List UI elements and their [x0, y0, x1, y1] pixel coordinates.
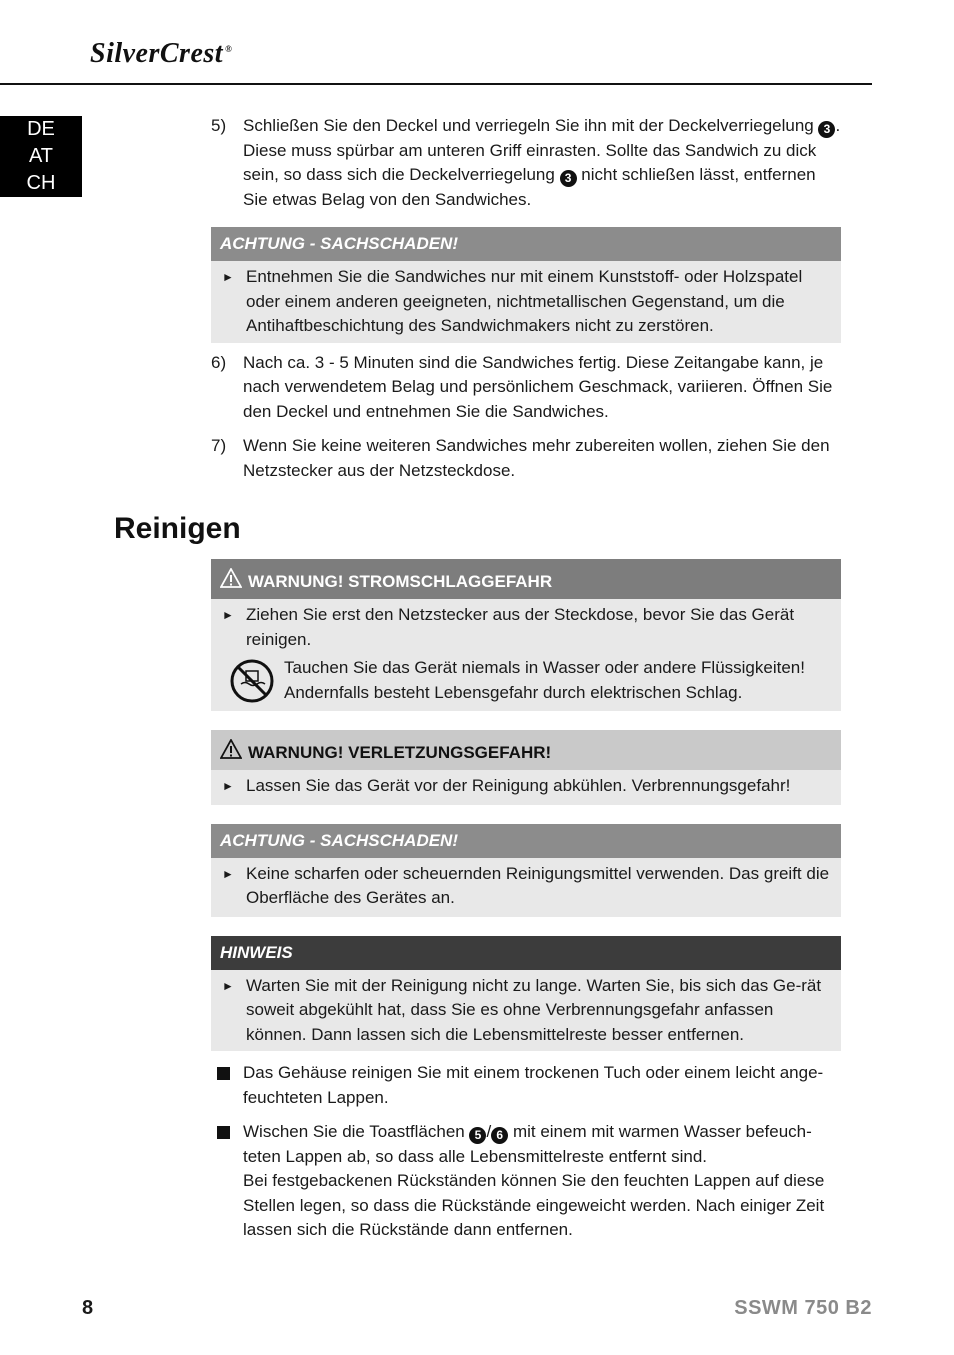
warning-injury	[211, 730, 841, 805]
square-bullet-icon	[217, 1067, 230, 1080]
arrow-bullet-icon: ►	[222, 270, 234, 284]
notice-title: ACHTUNG - SACHSCHADEN!	[211, 227, 841, 261]
step-number: 7)	[211, 436, 227, 455]
arrow-bullet-icon: ►	[222, 608, 234, 622]
warning-title: WARNUNG! VERLETZUNGSGEFAHR!	[211, 730, 841, 770]
step-7: 7) Wenn Sie keine weiteren Sandwiches mehr zubereiten wollen, ziehen Sie den Netzstecker aus der Netzsteckdose.	[211, 436, 830, 480]
hint-title: HINWEIS	[211, 936, 841, 970]
warning-electric-shock	[211, 559, 841, 711]
section-title: Reinigen	[114, 512, 241, 545]
trademark-symbol: ®	[225, 43, 233, 54]
bullet-toast-plates: Wischen Sie die Toastflächen 5 / 6 mit einem mit warmen Wasser befeuch-teten Lappen ab, so dass alle Lebensmittelreste entfernt sind. Bei festgebackenen Rückständen können Sie den feuchten Lappen auf diese Stellen legen, so dass die Rückstände eingeweicht werden. Nach einiger Zeit lassen sich die Rückstände dann entfernen.	[211, 1120, 841, 1243]
language-de: DE	[27, 118, 55, 140]
hint-item: ► Warten Sie mit der Reinigung nicht zu lange. Warten Sie, bis sich das Ge-rät soweit abgekühlt hat, dass Sie es ohne Verbrennungsgefahr anfassen können. Dann lassen sich die Lebensmittelreste besser entfernen.	[222, 975, 822, 1044]
step-5: 5) Schließen Sie den Deckel und verriegeln Sie ihn mit der Deckelverriegelung 3 . Diese muss spürbar am unteren Griff einrasten. Sollte das Sandwich zu dick sein, so dass sich die Deckelverriegelung 3 nicht schließen lässt, entfernen Sie etwas Belag von den Sandwiches.	[211, 116, 841, 209]
notice-item: ► Entnehmen Sie die Sandwiches nur mit einem Kunststoff- oder Holzspatel oder einem anderen geeigneten, nichtmetallischen Gegenstand, um die Antihaftbeschichtung des Sandwichmakers nicht zu zerstören.	[222, 267, 803, 335]
bullet-housing: Das Gehäuse reinigen Sie mit einem trockenen Tuch oder einem leicht ange-feuchteten Lappen.	[211, 1061, 841, 1110]
notice-item: ► Keine scharfen oder scheuernden Reinigungsmittel verwenden. Das greift die Oberfläche des Gerätes an.	[222, 863, 830, 907]
ref-number-icon: 6	[491, 1127, 508, 1144]
warning-item: ► Lassen Sie das Gerät vor der Reinigung abkühlen. Verbrennungsgefahr!	[211, 774, 841, 799]
model-number: SSWM 750 B2	[734, 1297, 872, 1319]
arrow-bullet-icon: ►	[222, 866, 234, 881]
notice-property-damage-2	[211, 824, 841, 917]
warning-triangle-icon	[220, 739, 242, 759]
ref-number-icon: 3	[560, 170, 577, 187]
language-at: AT	[28, 145, 54, 167]
warning-triangle-icon	[220, 568, 242, 588]
page-content	[211, 114, 841, 483]
language-ch: CH	[26, 172, 56, 194]
square-bullet-icon	[217, 1126, 230, 1139]
no-water-notice: Tauchen Sie das Gerät niemals in Wasser oder andere Flüssigkeiten! Andernfalls besteht Lebensgefahr durch elektrischen Schlag.	[211, 652, 841, 709]
header-rule	[0, 83, 872, 85]
ref-number-icon: 5	[469, 1127, 486, 1144]
ref-number-icon: 3	[818, 121, 835, 138]
notice-title: ACHTUNG - SACHSCHADEN!	[211, 824, 841, 858]
page-number: 8	[82, 1297, 94, 1319]
step-number: 5)	[211, 116, 227, 135]
warning-item: ► Ziehen Sie erst den Netzstecker aus der Steckdose, bevor Sie das Gerät reinigen.	[222, 605, 795, 649]
cleaning-content	[211, 559, 841, 1243]
hint-box	[211, 936, 841, 1052]
notice-property-damage-1	[211, 227, 841, 343]
language-tab	[0, 116, 82, 197]
no-water-immersion-icon	[229, 658, 275, 704]
warning-title: WARNUNG! STROMSCHLAGGEFAHR	[211, 559, 841, 599]
step-6: 6) Nach ca. 3 - 5 Minuten sind die Sandwiches fertig. Diese Zeitangabe kann, je nach verwendetem Belag und persönlichem Geschmack, variieren. Öffnen Sie den Deckel und entnehmen Sie die Sandwiches.	[211, 352, 833, 421]
bullet-extra-text: Bei festgebackenen Rückständen können Sie den feuchten Lappen auf diese Stellen legen, so dass die Rückstände eingeweicht werden. Nach einiger Zeit lassen sich die Rückstände dann entfernen.	[243, 1171, 825, 1239]
arrow-bullet-icon: ►	[222, 978, 234, 993]
arrow-bullet-icon: ►	[222, 779, 234, 793]
brand-logo: SilverCrest ®	[90, 38, 233, 69]
step-number: 6)	[211, 352, 227, 372]
